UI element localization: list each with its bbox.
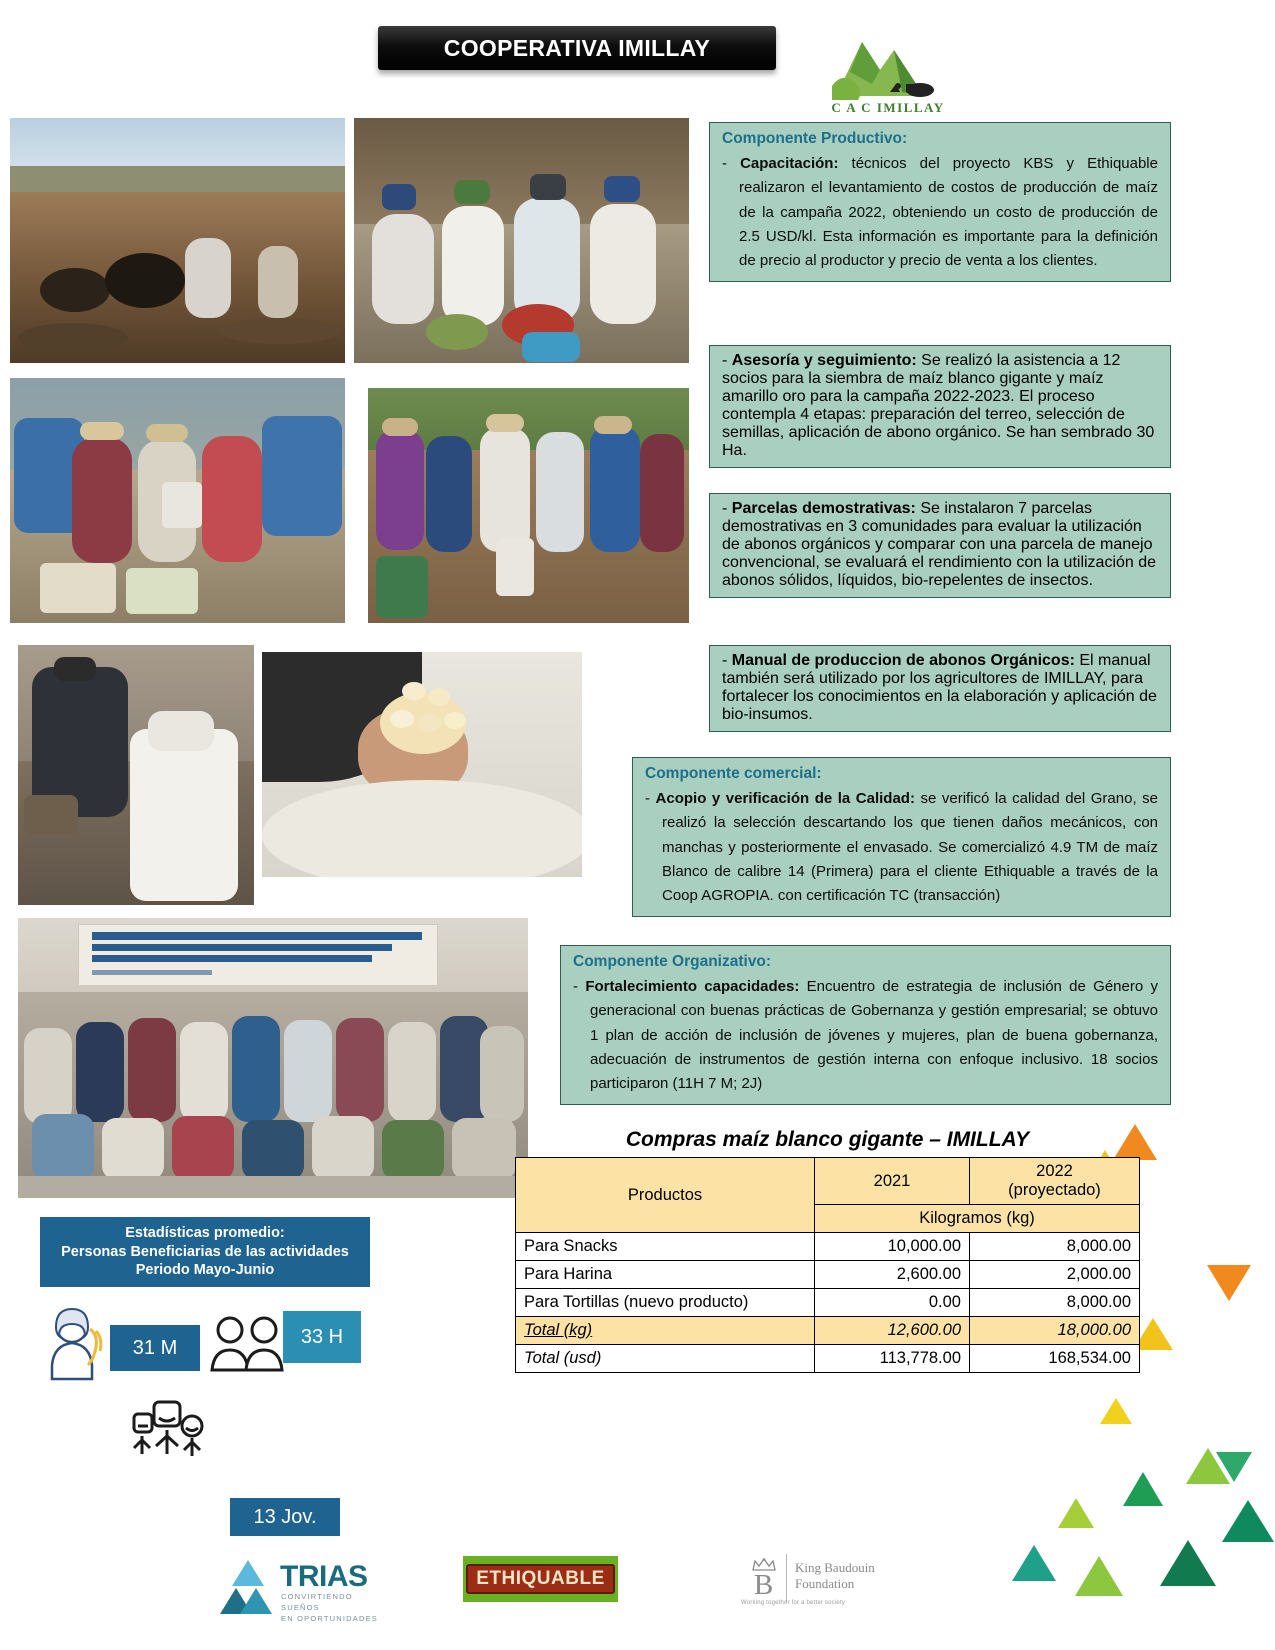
bullet-dash: - bbox=[645, 790, 650, 807]
item-text: Encuentro de estrategia de inclusión de Género y generacional con buenas prácticas de Gobernanza y gestión empresarial; se obtuvo 1 plan de acción de inclusión de jóvenes y mujeres, plan de buena gobernanza, adecuación de instrumentos de gestión interna con enfoque inclusivo. 18 socios participaron (11H 7 M; 2J) bbox=[590, 978, 1159, 1093]
photo-hand-with-corn bbox=[262, 652, 582, 877]
triangle-teal-up-1 bbox=[1012, 1545, 1056, 1581]
two-people-icon bbox=[208, 1312, 286, 1376]
page-title-bar bbox=[378, 26, 776, 70]
table-row-total-usd bbox=[516, 1345, 1140, 1373]
table-cell-2022: 2,000.00 bbox=[970, 1261, 1140, 1289]
table-row bbox=[516, 1289, 1140, 1317]
triangle-lightgreen-up-3 bbox=[1075, 1556, 1123, 1596]
panel-componente-organizativo bbox=[560, 945, 1171, 1105]
panel-productivo-item-0 bbox=[722, 152, 1158, 273]
trias-triangle-icon bbox=[218, 1558, 278, 1616]
table-unit-label: Kilogramos (kg) bbox=[815, 1205, 1140, 1233]
women-count-badge bbox=[110, 1325, 200, 1371]
item-label: Acopio y verificación de la Calidad: bbox=[655, 790, 915, 807]
table-col-products: Productos bbox=[516, 1158, 815, 1233]
item-label: Parcelas demostrativas: bbox=[731, 500, 916, 517]
item-text: Se realizó la asistencia a 12 socios para la siembra de maíz blanco gigante y maíz amarillo oro para la campaña 2022-2023. El proceso contempla 4 etapas: preparación del terreo, selección de semillas, aplicación de abono orgánico. Se han sembrado 30 Ha. bbox=[722, 352, 1155, 459]
panel-organizativo-item-0 bbox=[573, 975, 1158, 1096]
trias-wordmark: TRIAS bbox=[280, 1560, 368, 1593]
trias-tagline-line-2: EN OPORTUNIDADES bbox=[281, 1613, 378, 1623]
photo-group-field bbox=[368, 388, 689, 623]
stats-line-3: Periodo Mayo-Junio bbox=[135, 1262, 275, 1279]
women-count-label: 31 M bbox=[132, 1336, 178, 1359]
table-cell-total-usd-label: Total (usd) bbox=[516, 1345, 815, 1373]
trias-tagline-line-1: CONVIRTIENDO SUEÑOS bbox=[281, 1592, 353, 1612]
kbf-name bbox=[795, 1560, 875, 1593]
item-text: Se instalaron 7 parcelas demostrativas en 3 comunidades para evaluar la utilización de abonos orgánicos y comparar con una parcela de manejo convencional, se evaluará el rendimiento con la utilización de abonos sólidos, líquidos, bio-repelentes de insectos. bbox=[722, 500, 1157, 589]
triangle-green-up-1 bbox=[1123, 1472, 1163, 1506]
triangle-yellow-up-3 bbox=[1100, 1398, 1132, 1424]
photo-group-event bbox=[18, 918, 528, 1198]
table-cell-product: Para Snacks bbox=[516, 1233, 815, 1261]
kbf-name-line-1: King Baudouin bbox=[795, 1560, 875, 1575]
table-row bbox=[516, 1233, 1140, 1261]
table-cell-total-usd-2022: 168,534.00 bbox=[970, 1345, 1140, 1373]
panel-productivo-item-1 bbox=[722, 352, 1158, 460]
table-cell-total-usd-2021: 113,778.00 bbox=[815, 1345, 970, 1373]
table-cell-total-kg-2022: 18,000.00 bbox=[970, 1317, 1140, 1345]
table-cell-product: Para Harina bbox=[516, 1261, 815, 1289]
table-header-row-1 bbox=[516, 1158, 1140, 1205]
ethiquable-wordmark: ETHIQUABLE bbox=[466, 1564, 615, 1594]
woman-icon bbox=[38, 1305, 110, 1381]
cac-logo-text: C A C IMILLAY bbox=[831, 100, 945, 115]
panel-componente-comercial bbox=[632, 757, 1171, 917]
mountain-icon bbox=[828, 26, 948, 104]
cac-imillay-logo bbox=[828, 26, 948, 118]
kbf-tagline: Working together for a better society bbox=[741, 1600, 846, 1606]
photo-women-sorting bbox=[354, 118, 689, 363]
triangle-lightgreen-up-2 bbox=[1058, 1498, 1094, 1528]
table-cell-total-kg-label: Total (kg) bbox=[516, 1317, 815, 1345]
photo-plowing-field bbox=[10, 118, 345, 363]
photo-woman-with-sack bbox=[18, 645, 254, 905]
king-baudouin-foundation-logo bbox=[735, 1552, 910, 1610]
kbf-letter: B bbox=[753, 1568, 774, 1601]
panel-organizativo-heading: Componente Organizativo: bbox=[573, 953, 772, 970]
ethiquable-logo bbox=[463, 1556, 618, 1602]
trias-logo bbox=[218, 1558, 393, 1623]
panel-productivo-heading: Componente Productivo: bbox=[722, 130, 908, 147]
youth-group-icon bbox=[128, 1398, 212, 1460]
stats-line-1: Estadísticas promedio: bbox=[125, 1224, 285, 1241]
trias-tagline bbox=[281, 1592, 393, 1625]
panel-comercial-heading: Componente comercial: bbox=[645, 765, 822, 782]
panel-productivo-item-3-box bbox=[709, 645, 1171, 732]
page-title: COOPERATIVA IMILLAY bbox=[443, 34, 711, 61]
bullet-dash: - bbox=[722, 652, 728, 669]
youth-count-label: 13 Jov. bbox=[253, 1505, 317, 1528]
triangle-green-up-2 bbox=[1222, 1500, 1274, 1542]
men-count-label: 33 H bbox=[300, 1325, 344, 1348]
bullet-dash: - bbox=[722, 155, 727, 172]
bullet-dash: - bbox=[722, 352, 728, 369]
panel-productivo-item-2 bbox=[722, 500, 1158, 590]
table-row bbox=[516, 1261, 1140, 1289]
table-cell-2021: 10,000.00 bbox=[815, 1233, 970, 1261]
panel-productivo-item-1-box bbox=[709, 345, 1171, 468]
stats-box bbox=[40, 1217, 370, 1287]
table-cell-2022: 8,000.00 bbox=[970, 1233, 1140, 1261]
photo-women-containers bbox=[10, 378, 345, 623]
item-label: Fortalecimiento capacidades: bbox=[585, 978, 800, 995]
triangle-orange-down bbox=[1207, 1265, 1251, 1301]
panel-componente-productivo bbox=[709, 122, 1171, 282]
panel-productivo-item-2-box bbox=[709, 493, 1171, 598]
kbf-name-line-2: Foundation bbox=[795, 1576, 855, 1592]
youth-count-badge bbox=[230, 1498, 340, 1536]
item-text: se verificó la calidad del Grano, se realizó la selección descartando los que tienen daños mecánicos, con manchas y posteriormente el envasado. Se comercializó 4.9 TM de maíz Blanco de calibre 14 (Primera) para el cliente Ethiquable a través de la Coop AGROPIA. con certificación TC (transacción) bbox=[662, 790, 1159, 905]
bullet-dash: - bbox=[573, 978, 578, 995]
table-title: Compras maíz blanco gigante – IMILLAY bbox=[625, 1128, 1030, 1151]
table-col-2022-note: (proyectado) bbox=[1008, 1181, 1101, 1199]
table-row-total-kg bbox=[516, 1317, 1140, 1345]
table-cell-2021: 2,600.00 bbox=[815, 1261, 970, 1289]
table-cell-product: Para Tortillas (nuevo producto) bbox=[516, 1289, 815, 1317]
panel-productivo-item-3 bbox=[722, 652, 1158, 724]
men-count-badge bbox=[283, 1311, 361, 1363]
table-col-2022 bbox=[970, 1158, 1140, 1205]
table-cell-2022: 8,000.00 bbox=[970, 1289, 1140, 1317]
table-col-2022-year: 2022 bbox=[1036, 1162, 1073, 1180]
item-label: Capacitación: bbox=[740, 155, 839, 172]
stats-line-2: Personas Beneficiarias de las actividades bbox=[61, 1243, 349, 1260]
panel-comercial-item-0 bbox=[645, 787, 1158, 908]
table-col-2021: 2021 bbox=[815, 1158, 970, 1205]
triangle-green-up-3 bbox=[1160, 1540, 1216, 1586]
item-text: El manual también será utilizado por los agricultores de IMILLAY, para fortalecer los conocimientos en la elaboración y aplicación de bio-insumos. bbox=[722, 652, 1157, 723]
item-label: Manual de produccion de abonos Orgánicos: bbox=[731, 652, 1075, 669]
item-text: técnicos del proyecto KBS y Ethiquable realizaron el levantamiento de costos de producción de maíz de la campaña 2022, obteniendo un costo de producción de 2.5 USD/kl. Esta información es importante para la definición de precio al productor y precio de venta a los clientes. bbox=[739, 155, 1158, 270]
purchases-table bbox=[515, 1157, 1140, 1373]
kbf-crest bbox=[741, 1554, 787, 1602]
bullet-dash: - bbox=[722, 500, 728, 517]
table-cell-2021: 0.00 bbox=[815, 1289, 970, 1317]
triangle-green-down-1 bbox=[1216, 1452, 1252, 1482]
item-label: Asesoría y seguimiento: bbox=[731, 352, 917, 369]
table-cell-total-kg-2021: 12,600.00 bbox=[815, 1317, 970, 1345]
